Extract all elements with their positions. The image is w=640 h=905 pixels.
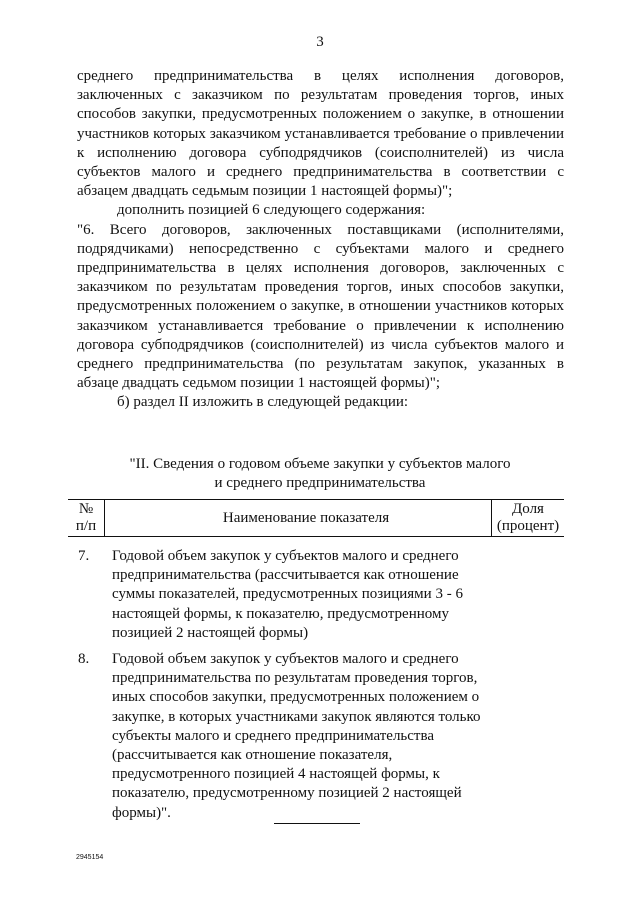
row-number: 8.: [78, 651, 90, 667]
column-header-share-line-2: (процент): [496, 518, 560, 534]
section-title-line-2: и среднего предпринимательства: [214, 475, 426, 491]
body-text: [77, 67, 564, 413]
paragraph-position-6: "6. Всего договоров, заключенных поставщиками (исполнителями, подрядчиками) непосредственно с субъектами малого и среднего предпринимательства в целях исполнения договоров, заключенных с заказчиком по результатам проведения торгов, иных способов закупки, предусмотренных положением о закупке, в отношении участников которых заказчиком устанавливается требование о привлечении к исполнению договора субподрядчиков (соисполнителей) из числа субъектов малого и среднего предпринимательства (по результатам закупок, указанных в абзаце двадцать седьмом позиции 1 настоящей формы)";: [77, 221, 564, 392]
column-header-number-line-1: №: [78, 501, 94, 517]
column-header-number-line-2: п/п: [75, 518, 97, 534]
end-divider: [274, 823, 360, 824]
row-text-line: предпринимательства по результатам проведения торгов,: [112, 670, 478, 687]
section-title-line-1: "II. Сведения о годовом объеме закупки у субъектов малого: [129, 456, 511, 472]
paragraph-amendment-intro: дополнить позицией 6 следующего содержания:: [117, 202, 426, 219]
column-header-name: Наименование показателя: [222, 510, 390, 526]
document-code: 2945154: [76, 854, 104, 861]
page-number: 3: [316, 34, 324, 50]
row-text-line: показателю, предусмотренному позицией 2 настоящей: [112, 785, 462, 802]
row-text-line: предусмотренного позицией 4 настоящей формы, к: [112, 766, 440, 783]
row-text-line: субъекты малого и среднего предпринимательства: [112, 727, 435, 744]
row-number: 7.: [78, 548, 90, 564]
row-text-line: иных способов закупки, предусмотренных положением о: [112, 689, 480, 706]
row-text-line: Годовой объем закупок у субъектов малого и среднего: [112, 548, 459, 564]
row-text-line: настоящей формы, к показателю, предусмотренному: [112, 605, 449, 622]
paragraph-section-intro: б) раздел II изложить в следующей редакции:: [117, 394, 409, 411]
row-indicator-text: [112, 547, 492, 643]
table-header: [68, 499, 564, 537]
column-header-share: [491, 500, 564, 536]
row-indicator-text: [112, 650, 492, 823]
row-text-line: (рассчитывается как отношение показателя,: [112, 747, 393, 764]
paragraph-continuation: среднего предпринимательства в целях исполнения договоров, заключенных с заказчиком по результатам проведения торгов, иных способов закупки, предусмотренных положением о закупке, в отношении участников которых заказчиком устанавливается требование о привлечении к исполнению договора субподрядчиков (соисполнителей) из числа субъектов малого и среднего предпринимательства в соответствии с абзацем двадцать седьмым позиции 1 настоящей формы)";: [77, 68, 564, 200]
row-text-line: формы)".: [112, 804, 171, 821]
column-header-share-line-1: Доля: [512, 501, 544, 517]
section-title: [90, 455, 550, 493]
column-header-number: [68, 500, 105, 536]
row-text-line: Годовой объем закупок у субъектов малого и среднего: [112, 651, 459, 667]
row-text-line: суммы показателей, предусмотренных позициями 3 - 6: [112, 586, 463, 603]
row-text-line: закупке, в которых участниками закупок являются только: [112, 708, 481, 725]
row-text-line: позицией 2 настоящей формы): [112, 624, 309, 641]
row-text-line: предпринимательства (рассчитывается как отношение: [112, 567, 459, 584]
